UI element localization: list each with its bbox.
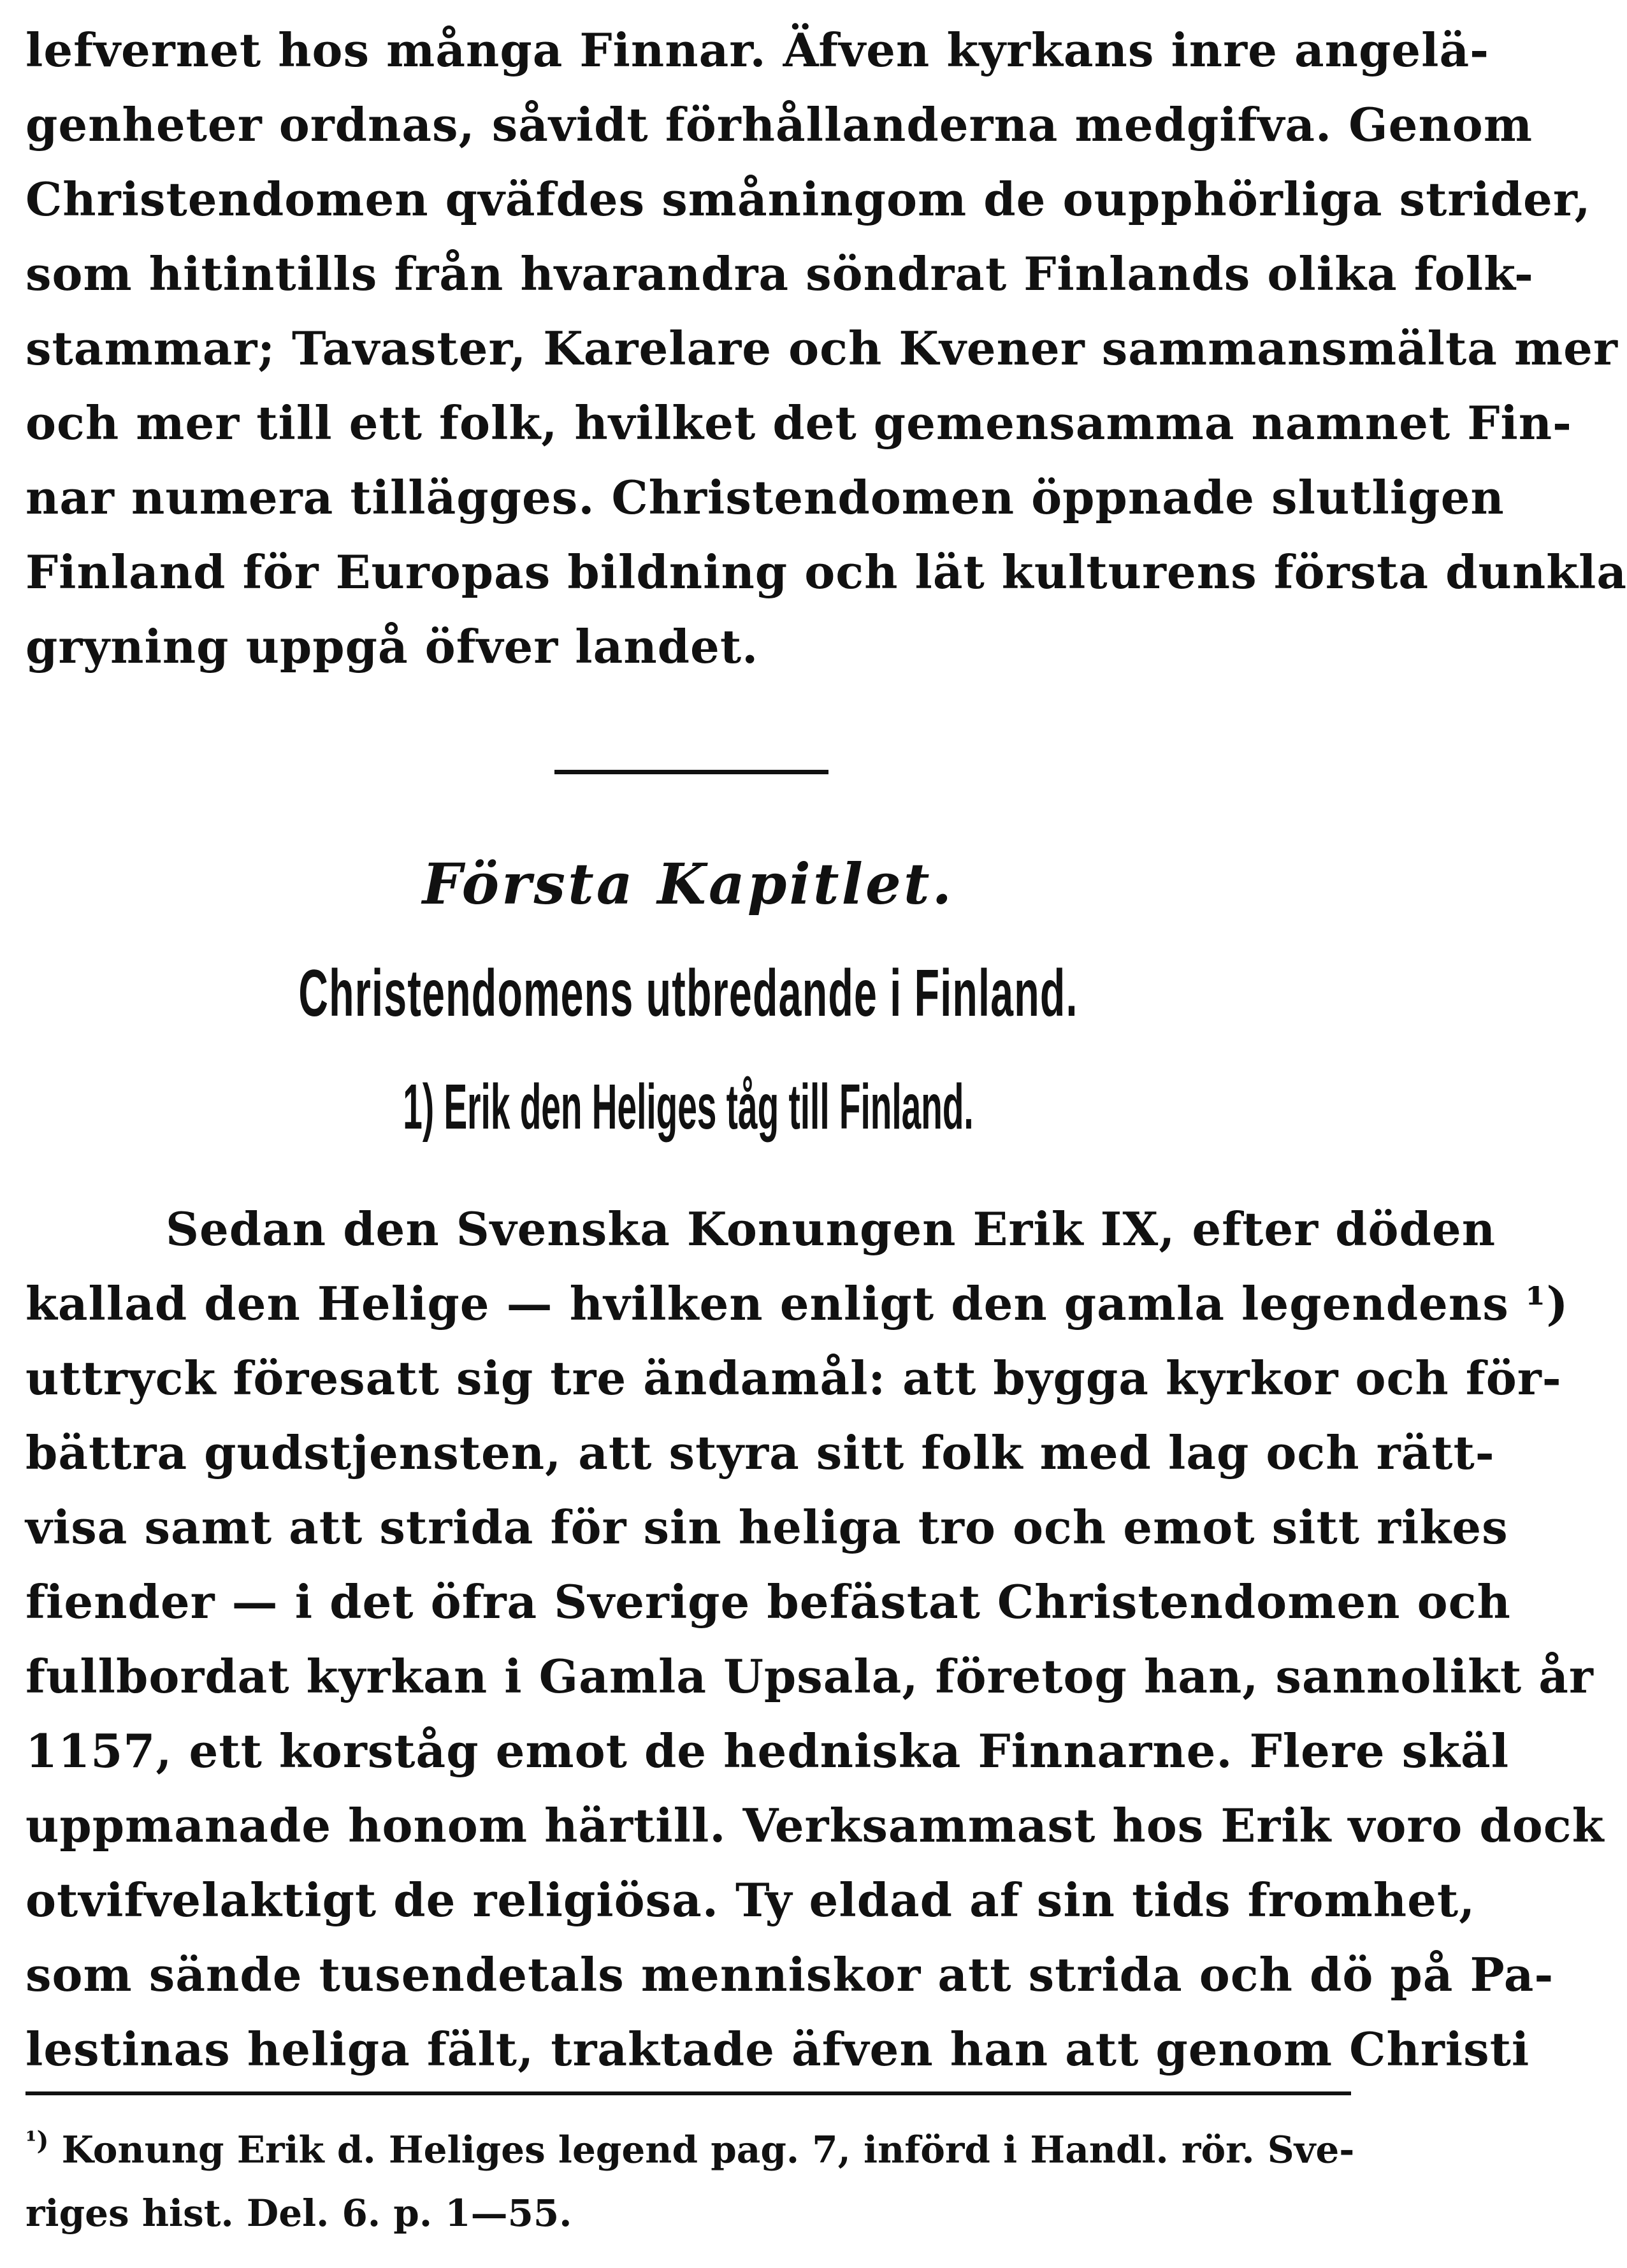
section-title: 1) Erik den Heliges tåg till Finland. — [403, 1071, 974, 1143]
text-line: fullbordat kyrkan i Gamla Upsala, företog han, sannolikt år — [25, 1649, 1594, 1703]
paragraph-main — [25, 1192, 1605, 2086]
text-line: lestinas heliga fält, traktade äfven han att genom Christi — [25, 2022, 1530, 2076]
text-line: genheter ordnas, såvidt förhållanderna medgifva. Genom — [25, 98, 1533, 152]
text-line: uppmanade honom härtill. Verksammast hos Erik voro dock — [25, 1798, 1605, 1853]
text-line: fiender — i det öfra Sverige befästat Christendomen och — [25, 1575, 1511, 1629]
footnote-divider — [25, 2091, 1351, 2095]
text-line: visa samt att strida för sin heliga tro och emot sitt rikes — [25, 1500, 1508, 1554]
text-line: lefvernet hos många Finnar. Äfven kyrkans inre angelä- — [25, 23, 1490, 77]
book-page — [25, 0, 1627, 2268]
text-line: bättra gudstjensten, att styra sitt folk med lag och rätt- — [25, 1426, 1495, 1480]
text-line: som hitintills från hvarandra söndrat Finlands olika folk- — [25, 247, 1534, 301]
text-line: och mer till ett folk, hvilket det gemensamma namnet Fin- — [25, 396, 1572, 450]
text-line: Christendomen qväfdes småningom de oupphörliga strider, — [25, 172, 1591, 226]
footnote-line: riges hist. Del. 6. p. 1—55. — [25, 2192, 572, 2235]
text-line: Sedan den Svenska Konungen Erik IX, efter döden — [166, 1202, 1496, 1256]
text-line: nar numera tillägges. Christendomen öppnade slutligen — [25, 470, 1505, 524]
text-line: 1157, ett korståg emot de hedniska Finnarne. Flere skäl — [25, 1724, 1510, 1778]
text-line: gryning uppgå öfver landet. — [25, 619, 759, 674]
text-line: stammar; Tavaster, Karelare och Kvener sammansmälta mer — [25, 321, 1618, 375]
text-line: uttryck föresatt sig tre ändamål: att bygga kyrkor och för- — [25, 1351, 1562, 1405]
chapter-number: Första Kapitlet. — [422, 851, 955, 917]
footnote-text: Konung Erik d. Heliges legend pag. 7, införd i Handl. rör. Sve- — [61, 2128, 1355, 2172]
footnote-line — [25, 2109, 1355, 2181]
chapter-title: Christendomens utbredande i Finland. — [298, 957, 1078, 1030]
text-line: Finland för Europas bildning och lät kulturens första dunkla — [25, 545, 1627, 599]
text-line: kallad den Helige — hvilken enligt den gamla legendens ¹) — [25, 1276, 1569, 1331]
footnote-marker: ¹) — [25, 2126, 49, 2156]
footnote — [25, 2109, 1355, 2245]
paragraph-top — [25, 13, 1627, 684]
section-divider — [554, 770, 828, 774]
text-line: otvifvelaktigt de religiösa. Ty eldad af sin tids fromhet, — [25, 1873, 1476, 1927]
text-line: som sände tusendetals menniskor att strida och dö på Pa- — [25, 1947, 1554, 2002]
